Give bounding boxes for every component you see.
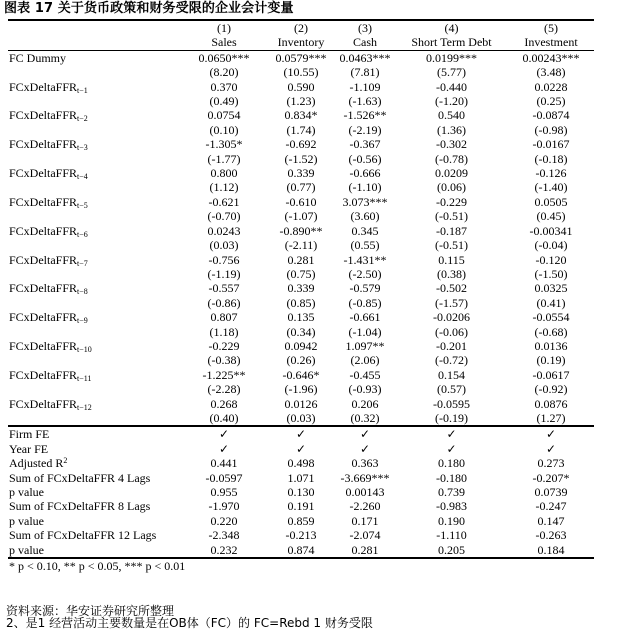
statistic-cell: 0.955 [210, 485, 238, 499]
statistic-cell: -0.207* [532, 470, 570, 485]
statistic-cell: 0.281 [351, 542, 379, 557]
t-stat-cell: (-2.50) [348, 266, 382, 281]
variable-name: FCxDeltaFFR [9, 367, 78, 382]
statistic-name: p value [9, 485, 44, 499]
statistic-cell: -2.348 [208, 528, 240, 543]
t-stat-cell: (-0.70) [207, 209, 241, 224]
t-stat-cell: (-1.50) [534, 266, 568, 281]
coefficient-cell: 3.073*** [342, 194, 388, 209]
t-stat-cell: (1.23) [286, 94, 316, 109]
statistic-cell: 0.874 [287, 542, 315, 557]
t-stat-cell: (-1.96) [284, 382, 318, 397]
variable-name: FCxDeltaFFR [9, 338, 78, 353]
statistic-row [8, 499, 594, 513]
coefficient-cell: -0.0206 [433, 310, 470, 325]
statistic-name: p value [9, 513, 44, 528]
coefficient-cell: -0.229 [208, 338, 240, 353]
t-stat-cell: (-0.72) [435, 353, 468, 368]
row-label [8, 442, 181, 456]
t-stat-cell: (-0.68) [534, 324, 568, 339]
t-stat-cell: (1.36) [437, 122, 466, 137]
statistic-cell: ✓ [508, 426, 594, 441]
coefficient-row [8, 310, 594, 324]
coefficient-cell: 0.800 [210, 166, 238, 181]
t-stat-cell: (-0.38) [207, 353, 241, 368]
regression-table [8, 19, 594, 573]
statistic-row [8, 514, 594, 528]
statistic-cell: ✓ [218, 441, 230, 456]
coefficient-cell: 0.206 [351, 396, 379, 411]
coefficient-cell: 0.0325 [534, 281, 568, 296]
coefficient-cell: 0.00243*** [508, 50, 594, 65]
lag-subscript: t−2 [77, 114, 88, 124]
t-stat-cell: (0.38) [437, 266, 466, 281]
statistic-name: Firm FE [9, 427, 50, 442]
coefficient-row [8, 50, 594, 65]
t-stat-cell: (-1.07) [284, 209, 318, 224]
coefficient-row [8, 108, 594, 122]
t-stat-cell: (-0.04) [534, 238, 568, 253]
row-label-empty [8, 209, 181, 223]
row-label [8, 166, 181, 180]
coefficient-row [8, 137, 594, 151]
statistic-cell: -1.970 [208, 499, 240, 514]
coefficient-cell: 0.0754 [207, 108, 241, 123]
t-stat-cell: (-1.77) [207, 151, 241, 166]
t-stat-cell: (8.20) [209, 65, 239, 80]
t-stat-cell: (7.81) [350, 65, 380, 80]
statistic-cell: 0.180 [438, 456, 465, 471]
coefficient-cell: -0.0595 [433, 396, 470, 411]
t-stat-cell: (0.40) [209, 410, 239, 425]
variable-name: FCxDeltaFFR [9, 310, 78, 325]
coefficient-cell: -0.120 [535, 252, 567, 267]
superscript: 2 [63, 456, 68, 466]
statistic-cell: ✓ [446, 441, 457, 456]
coefficient-cell: -0.126 [535, 166, 567, 181]
t-stat-row [8, 65, 594, 79]
statistic-cell: -2.074 [349, 528, 381, 543]
t-stat-cell: (-1.40) [534, 180, 568, 195]
column-header: Inventory [277, 35, 325, 50]
coefficient-cell: 0.339 [287, 166, 315, 181]
coefficient-cell: -0.579 [349, 281, 381, 296]
row-label-empty [8, 238, 181, 252]
significance-note-row [8, 558, 594, 573]
statistic-cell: 0.191 [287, 499, 315, 514]
coefficient-cell: 0.0126 [284, 396, 318, 411]
coefficient-cell: 0.268 [210, 396, 238, 411]
coefficient-cell: -0.0617 [532, 367, 570, 382]
t-stat-row [8, 180, 594, 194]
coefficient-cell: -1.305* [205, 137, 243, 152]
statistic-name: Sum of FCxDeltaFFR 8 Lags [9, 499, 151, 514]
row-label-empty [8, 65, 181, 79]
coefficient-cell: 0.115 [438, 252, 465, 267]
t-stat-cell: (0.45) [536, 209, 566, 224]
statistic-row [8, 471, 594, 485]
row-label-empty [8, 411, 181, 426]
coefficient-row [8, 397, 594, 411]
row-label [8, 397, 181, 411]
t-stat-cell: (0.75) [286, 266, 316, 281]
t-stat-cell: (1.12) [209, 180, 239, 195]
t-stat-cell: (1.74) [286, 122, 316, 137]
t-stat-cell: (-0.18) [534, 151, 568, 166]
cut-off-text-line: 2、是1 经营活动主要数量是在OB体（FC）的 FC=Rebd 1 财务受限 [6, 616, 373, 630]
statistic-cell: ✓ [335, 426, 395, 441]
t-stat-cell: (0.55) [350, 238, 380, 253]
row-label-empty [8, 353, 181, 367]
coefficient-cell: 0.0199*** [395, 50, 508, 65]
coefficient-row [8, 368, 594, 382]
row-label-empty [8, 152, 181, 166]
statistic-cell: 0.147 [537, 513, 565, 528]
t-stat-cell: (-0.56) [348, 151, 382, 166]
coefficient-cell: 0.135 [287, 310, 315, 325]
coefficient-cell: -0.756 [208, 252, 240, 267]
row-label [8, 456, 181, 470]
row-label [8, 528, 181, 542]
t-stat-row [8, 209, 594, 223]
row-label-empty [8, 296, 181, 310]
row-label [8, 80, 181, 94]
t-stat-row [8, 325, 594, 339]
statistic-cell: -0.263 [535, 528, 567, 543]
lag-subscript: t−5 [77, 200, 88, 210]
t-stat-cell: (0.49) [209, 94, 239, 109]
t-stat-cell: (-1.19) [207, 266, 241, 281]
column-header: Investment [524, 35, 578, 50]
coefficient-cell: -0.890** [279, 223, 323, 238]
row-label [8, 281, 181, 295]
lag-subscript: t−1 [77, 85, 88, 95]
coefficient-cell: -1.431** [343, 252, 387, 267]
t-stat-cell: (0.85) [286, 295, 316, 310]
t-stat-cell: (0.41) [536, 295, 566, 310]
source-note: 资料来源：华安证券研究所整理 [6, 604, 175, 618]
variable-name: FCxDeltaFFR [9, 281, 78, 296]
coefficient-cell: 0.0228 [534, 79, 568, 94]
statistic-row [8, 426, 594, 441]
coefficient-row [8, 339, 594, 353]
variable-name: FCxDeltaFFR [9, 79, 78, 94]
statistic-cell: ✓ [545, 441, 557, 456]
column-name-row [8, 35, 594, 50]
t-stat-cell: (-1.10) [348, 180, 382, 195]
t-stat-cell: (0.77) [286, 180, 316, 195]
statistic-name: Year FE [9, 441, 49, 456]
row-label [8, 253, 181, 267]
t-stat-cell: (-1.04) [348, 324, 382, 339]
t-stat-cell: (0.34) [286, 324, 316, 339]
column-number: (1) [181, 20, 267, 35]
t-stat-cell: (-2.11) [284, 238, 318, 253]
column-header: Short Term Debt [411, 35, 492, 50]
statistic-row [8, 528, 594, 542]
row-label [8, 543, 181, 558]
coefficient-cell: 0.0942 [284, 338, 318, 353]
row-label [8, 195, 181, 209]
coefficient-cell: -0.00341 [529, 223, 573, 238]
t-stat-cell: (-1.57) [435, 295, 468, 310]
coefficient-cell: 0.345 [351, 223, 379, 238]
row-label [8, 485, 181, 499]
statistic-cell: 0.171 [351, 513, 379, 528]
t-stat-cell: (0.03) [209, 238, 239, 253]
row-label-empty [8, 123, 181, 137]
statistic-row [8, 442, 594, 456]
lag-subscript: t−11 [77, 373, 92, 383]
statistic-cell: ✓ [395, 426, 508, 441]
t-stat-cell: (-0.78) [435, 151, 468, 166]
lag-subscript: t−12 [77, 402, 92, 412]
t-stat-row [8, 296, 594, 310]
variable-name: FCxDeltaFFR [9, 108, 78, 123]
t-stat-cell: (-1.52) [284, 151, 318, 166]
variable-name: FCxDeltaFFR [9, 137, 78, 152]
row-label-empty [8, 382, 181, 396]
t-stat-cell: (-1.20) [435, 94, 468, 109]
coefficient-cell: -0.646* [282, 367, 320, 382]
t-stat-row [8, 123, 594, 137]
column-number: (5) [508, 20, 594, 35]
coefficient-row [8, 281, 594, 295]
t-stat-cell: (1.27) [536, 410, 566, 425]
statistic-cell: 0.220 [210, 513, 238, 528]
coefficient-cell: -0.621 [208, 194, 240, 209]
t-stat-cell: (-0.51) [435, 238, 468, 253]
coefficient-cell: -0.229 [436, 194, 467, 209]
t-stat-cell: (2.06) [350, 353, 380, 368]
variable-name: FCxDeltaFFR [9, 252, 78, 267]
statistic-cell: 0.739 [438, 485, 465, 499]
statistic-cell: -0.213 [285, 528, 317, 543]
coefficient-row [8, 166, 594, 180]
statistic-cell: -3.669*** [340, 470, 390, 485]
row-label [8, 426, 181, 441]
coefficient-cell: 0.0876 [534, 396, 568, 411]
variable-name: FCxDeltaFFR [9, 166, 78, 181]
statistic-cell: 0.0739 [534, 485, 568, 499]
statistic-name: p value [9, 542, 44, 557]
coefficient-cell: -0.666 [349, 166, 381, 181]
column-number: (2) [267, 20, 335, 35]
statistic-cell: -0.180 [436, 470, 467, 485]
coefficient-cell: -0.455 [349, 367, 381, 382]
coefficient-cell: -1.526** [343, 108, 387, 123]
coefficient-cell: 0.807 [210, 310, 238, 325]
coefficient-cell: -0.661 [349, 310, 381, 325]
coefficient-cell: 0.540 [438, 108, 465, 123]
lag-subscript: t−3 [77, 143, 88, 153]
statistic-cell: 0.232 [210, 542, 238, 557]
coefficient-cell: 0.339 [287, 281, 315, 296]
coefficient-cell: 0.0136 [534, 338, 568, 353]
coefficient-cell: -0.187 [436, 223, 467, 238]
coefficient-cell: 0.0463*** [335, 50, 395, 65]
row-label [8, 368, 181, 382]
coefficient-cell: -0.610 [285, 194, 317, 209]
column-number: (3) [335, 20, 395, 35]
row-label-empty [8, 267, 181, 281]
coefficient-cell: -0.557 [208, 281, 240, 296]
coefficient-cell: 0.281 [287, 252, 315, 267]
coefficient-cell: 0.0209 [435, 166, 468, 181]
t-stat-cell: (-0.06) [435, 324, 468, 339]
variable-name: FC Dummy [9, 50, 67, 65]
statistic-name: Sum of FCxDeltaFFR 12 Lags [9, 528, 157, 543]
statistic-row [8, 456, 594, 470]
t-stat-cell: (0.25) [536, 94, 566, 109]
coefficient-cell: 0.0579*** [267, 50, 335, 65]
row-label-empty [8, 325, 181, 339]
column-number-row [8, 20, 594, 35]
lag-subscript: t−6 [77, 229, 88, 239]
t-stat-cell: (-2.19) [348, 122, 382, 137]
row-label-empty [8, 94, 181, 108]
coefficient-cell: 0.0505 [534, 194, 568, 209]
statistic-cell: ✓ [181, 426, 267, 441]
t-stat-cell: (-0.92) [534, 382, 568, 397]
row-label [8, 224, 181, 238]
coefficient-cell: -0.302 [436, 137, 467, 152]
coefficient-row [8, 253, 594, 267]
t-stat-row [8, 382, 594, 396]
variable-name: FCxDeltaFFR [9, 223, 78, 238]
variable-name: FCxDeltaFFR [9, 194, 78, 209]
t-stat-cell: (-0.85) [348, 295, 382, 310]
row-label [8, 471, 181, 485]
t-stat-cell: (-0.51) [435, 209, 468, 224]
lag-subscript: t−7 [77, 258, 88, 268]
column-number: (4) [395, 20, 508, 35]
statistic-row [8, 543, 594, 558]
t-stat-cell: (3.48) [536, 65, 566, 80]
row-label [8, 310, 181, 324]
coefficient-cell: 0.370 [210, 79, 238, 94]
coefficient-cell: -0.440 [436, 79, 467, 94]
statistic-cell: -0.0597 [205, 470, 243, 485]
coefficient-cell: -0.0874 [532, 108, 570, 123]
t-stat-row [8, 238, 594, 252]
t-stat-cell: (0.19) [536, 353, 566, 368]
row-label [8, 339, 181, 353]
statistic-cell: 0.205 [438, 542, 465, 557]
t-stat-cell: (0.03) [286, 410, 316, 425]
coefficient-cell: -0.0167 [532, 137, 570, 152]
lag-subscript: t−10 [77, 344, 92, 354]
t-stat-cell: (0.57) [437, 382, 466, 397]
statistic-cell: ✓ [267, 426, 335, 441]
t-stat-row [8, 267, 594, 281]
statistic-cell: 1.071 [287, 470, 315, 485]
significance-note: * p < 0.10, ** p < 0.05, *** p < 0.01 [8, 558, 594, 573]
statistic-cell: 0.273 [537, 456, 565, 471]
statistic-cell: -0.247 [535, 499, 567, 514]
t-stat-cell: (-1.63) [348, 94, 382, 109]
coefficient-cell: -0.0554 [532, 310, 570, 325]
statistic-cell: -0.983 [436, 499, 467, 514]
statistic-cell: 0.190 [438, 513, 465, 528]
coefficient-cell: 0.0243 [207, 223, 241, 238]
t-stat-cell: (1.18) [209, 324, 239, 339]
coefficient-cell: -1.109 [349, 79, 381, 94]
statistic-cell: 0.363 [351, 456, 379, 471]
row-label [8, 137, 181, 151]
t-stat-cell: (-0.86) [207, 295, 241, 310]
t-stat-cell: (0.10) [209, 122, 239, 137]
t-stat-cell: (-2.28) [207, 382, 241, 397]
statistic-cell: 0.441 [210, 456, 238, 471]
coefficient-cell: -1.225** [202, 367, 246, 382]
statistic-name: Adjusted R [9, 456, 64, 471]
t-stat-cell: (-0.19) [435, 410, 468, 425]
t-stat-cell: (0.06) [437, 180, 466, 195]
row-label-empty [8, 180, 181, 194]
statistic-cell: -2.260 [349, 499, 381, 514]
statistic-cell: 0.184 [537, 542, 565, 557]
lag-subscript: t−4 [77, 172, 88, 182]
statistic-name: Sum of FCxDeltaFFR 4 Lags [9, 470, 151, 485]
coefficient-row [8, 224, 594, 238]
statistic-cell: 0.498 [287, 456, 315, 471]
column-header: Cash [353, 35, 377, 50]
row-label [8, 514, 181, 528]
coefficient-cell: -0.201 [436, 338, 467, 353]
statistic-cell: ✓ [359, 441, 371, 456]
figure-title: 图表 17 关于货币政策和财务受限的企业会计变量 [4, 1, 294, 16]
row-label [8, 499, 181, 513]
statistic-row [8, 485, 594, 499]
row-label [8, 50, 181, 65]
t-stat-row [8, 94, 594, 108]
statistic-cell: ✓ [295, 441, 307, 456]
coefficient-cell: -0.367 [349, 137, 381, 152]
t-stat-cell: (0.26) [286, 353, 316, 368]
coefficient-cell: 1.097** [345, 338, 385, 353]
t-stat-row [8, 411, 594, 426]
statistic-cell: 0.130 [287, 485, 315, 499]
column-header: Sales [211, 35, 237, 50]
t-stat-cell: (10.55) [283, 65, 319, 80]
statistic-cell: 0.00143 [345, 485, 385, 499]
coefficient-cell: -0.502 [436, 281, 467, 296]
t-stat-row [8, 353, 594, 367]
coefficient-row [8, 195, 594, 209]
t-stat-row [8, 152, 594, 166]
coefficient-row [8, 80, 594, 94]
t-stat-cell: (3.60) [350, 209, 380, 224]
row-label [8, 108, 181, 122]
lag-subscript: t−9 [77, 316, 88, 326]
coefficient-cell: 0.834* [284, 108, 318, 123]
coefficient-cell: 0.590 [287, 79, 315, 94]
variable-name: FCxDeltaFFR [9, 396, 78, 411]
t-stat-cell: (-0.98) [534, 122, 568, 137]
t-stat-cell: (5.77) [437, 65, 466, 80]
statistic-cell: -1.110 [436, 528, 467, 543]
statistic-cell: 0.859 [287, 513, 315, 528]
t-stat-cell: (-0.93) [348, 382, 382, 397]
lag-subscript: t−8 [77, 287, 88, 297]
coefficient-cell: 0.0650*** [181, 50, 267, 65]
t-stat-cell: (0.32) [350, 410, 380, 425]
coefficient-cell: -0.692 [285, 137, 317, 152]
coefficient-cell: 0.154 [438, 367, 465, 382]
